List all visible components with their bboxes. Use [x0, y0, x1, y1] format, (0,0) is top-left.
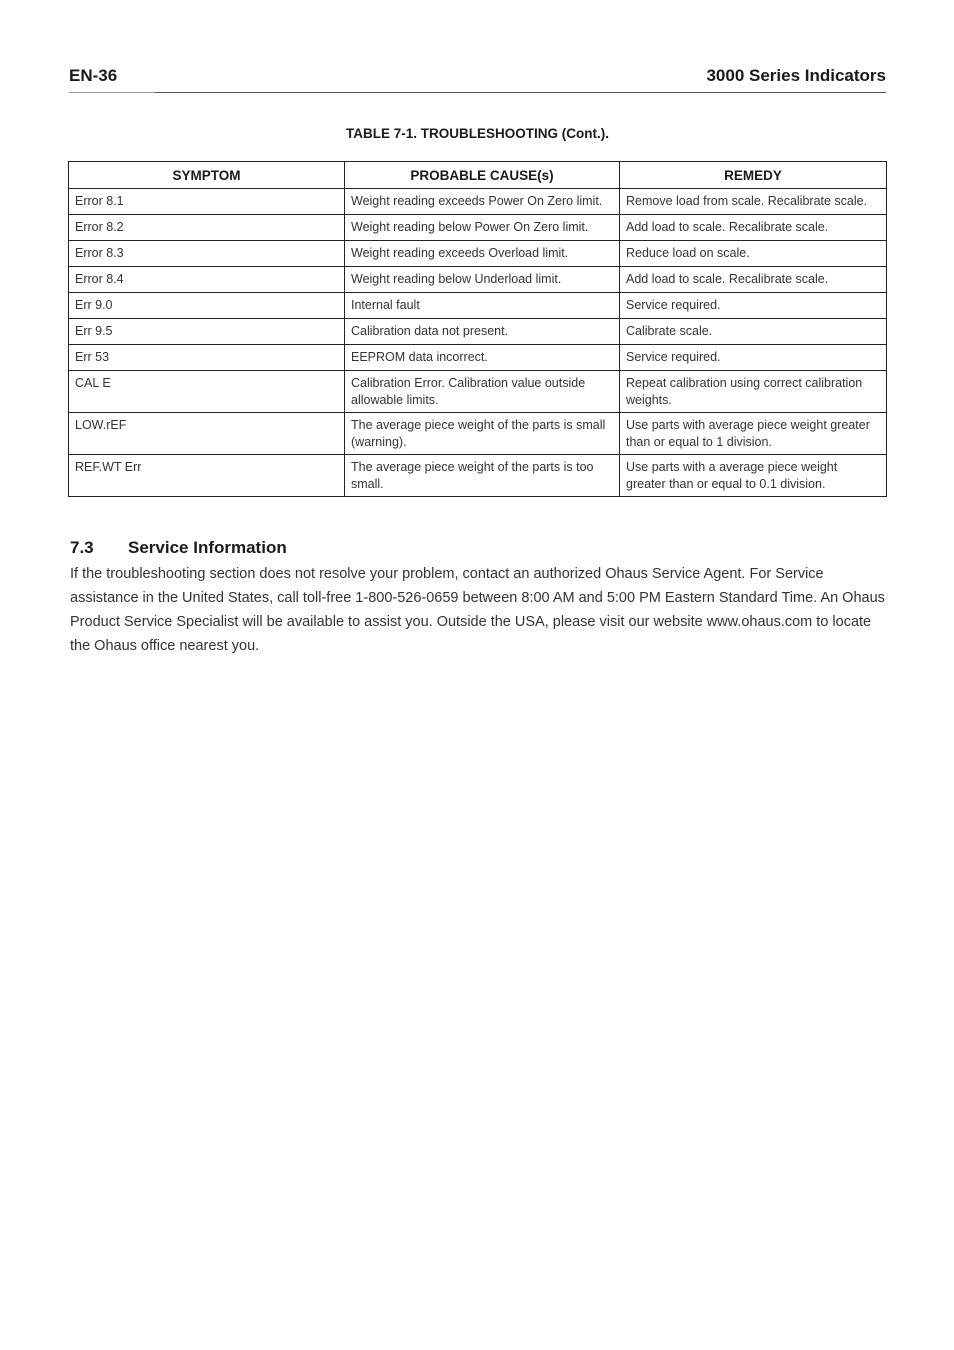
- page-number: EN-36: [69, 66, 118, 85]
- symptom-cell: Err 9.0: [69, 293, 345, 319]
- symptom-cell: Err 9.5: [69, 319, 345, 345]
- section-title: Service Information: [128, 538, 287, 557]
- table-header-row: [69, 162, 887, 189]
- table-row: [69, 345, 887, 371]
- table-row: [69, 215, 887, 241]
- cause-cell: The average piece weight of the parts is too small.: [345, 455, 620, 497]
- symptom-cell: REF.WT Err: [69, 455, 345, 497]
- remedy-cell: Use parts with a average piece weight greater than or equal to 0.1 division.: [620, 455, 887, 497]
- troubleshooting-table: [68, 161, 887, 497]
- table-row: [69, 293, 887, 319]
- symptom-cell: CAL E: [69, 371, 345, 413]
- cause-cell: Internal fault: [345, 293, 620, 319]
- remedy-cell: Repeat calibration using correct calibration weights.: [620, 371, 887, 413]
- symptom-cell: Error 8.3: [69, 241, 345, 267]
- symptom-cell: Err 53: [69, 345, 345, 371]
- remedy-cell: Add load to scale. Recalibrate scale.: [620, 267, 887, 293]
- symptom-cell: LOW.rEF: [69, 413, 345, 455]
- cause-cell: The average piece weight of the parts is small (warning).: [345, 413, 620, 455]
- table-caption: TABLE 7-1. TROUBLESHOOTING (Cont.).: [346, 126, 609, 141]
- remedy-cell: Service required.: [620, 345, 887, 371]
- remedy-cell: Use parts with average piece weight greater than or equal to 1 division.: [620, 413, 887, 455]
- column-header-symptom: SYMPTOM: [69, 162, 345, 189]
- symptom-cell: Error 8.4: [69, 267, 345, 293]
- cause-cell: Weight reading exceeds Power On Zero limit.: [345, 189, 620, 215]
- table-row: [69, 371, 887, 413]
- page-header: [69, 66, 886, 90]
- cause-cell: Weight reading below Underload limit.: [345, 267, 620, 293]
- table-row: [69, 455, 887, 497]
- cause-cell: Calibration Error. Calibration value outside allowable limits.: [345, 371, 620, 413]
- column-header-cause: PROBABLE CAUSE(s): [345, 162, 620, 189]
- column-header-remedy: REMEDY: [620, 162, 887, 189]
- remedy-cell: Calibrate scale.: [620, 319, 887, 345]
- table-row: [69, 413, 887, 455]
- section-number: 7.3: [70, 538, 94, 557]
- table-row: [69, 241, 887, 267]
- cause-cell: Calibration data not present.: [345, 319, 620, 345]
- symptom-cell: Error 8.2: [69, 215, 345, 241]
- symptom-cell: Error 8.1: [69, 189, 345, 215]
- table-row: [69, 319, 887, 345]
- cause-cell: Weight reading exceeds Overload limit.: [345, 241, 620, 267]
- section-heading: [70, 538, 287, 558]
- document-title: 3000 Series Indicators: [706, 66, 886, 85]
- table-row: [69, 267, 887, 293]
- header-divider-accent: [155, 92, 886, 93]
- cause-cell: EEPROM data incorrect.: [345, 345, 620, 371]
- remedy-cell: Remove load from scale. Recalibrate scale.: [620, 189, 887, 215]
- section-body-paragraph: If the troubleshooting section does not resolve your problem, contact an authorized Ohaus Service Agent. For Service assistance in the United States, call toll-free 1-800-526-0659 between 8:00 AM and 5:00 PM Eastern Standard Time. An Ohaus Product Service Specialist will be available to assist you. Outside the USA, please visit our website www.ohaus.com to locate the Ohaus office nearest you.: [70, 566, 885, 654]
- table-row: [69, 189, 887, 215]
- remedy-cell: Reduce load on scale.: [620, 241, 887, 267]
- remedy-cell: Service required.: [620, 293, 887, 319]
- remedy-cell: Add load to scale. Recalibrate scale.: [620, 215, 887, 241]
- cause-cell: Weight reading below Power On Zero limit.: [345, 215, 620, 241]
